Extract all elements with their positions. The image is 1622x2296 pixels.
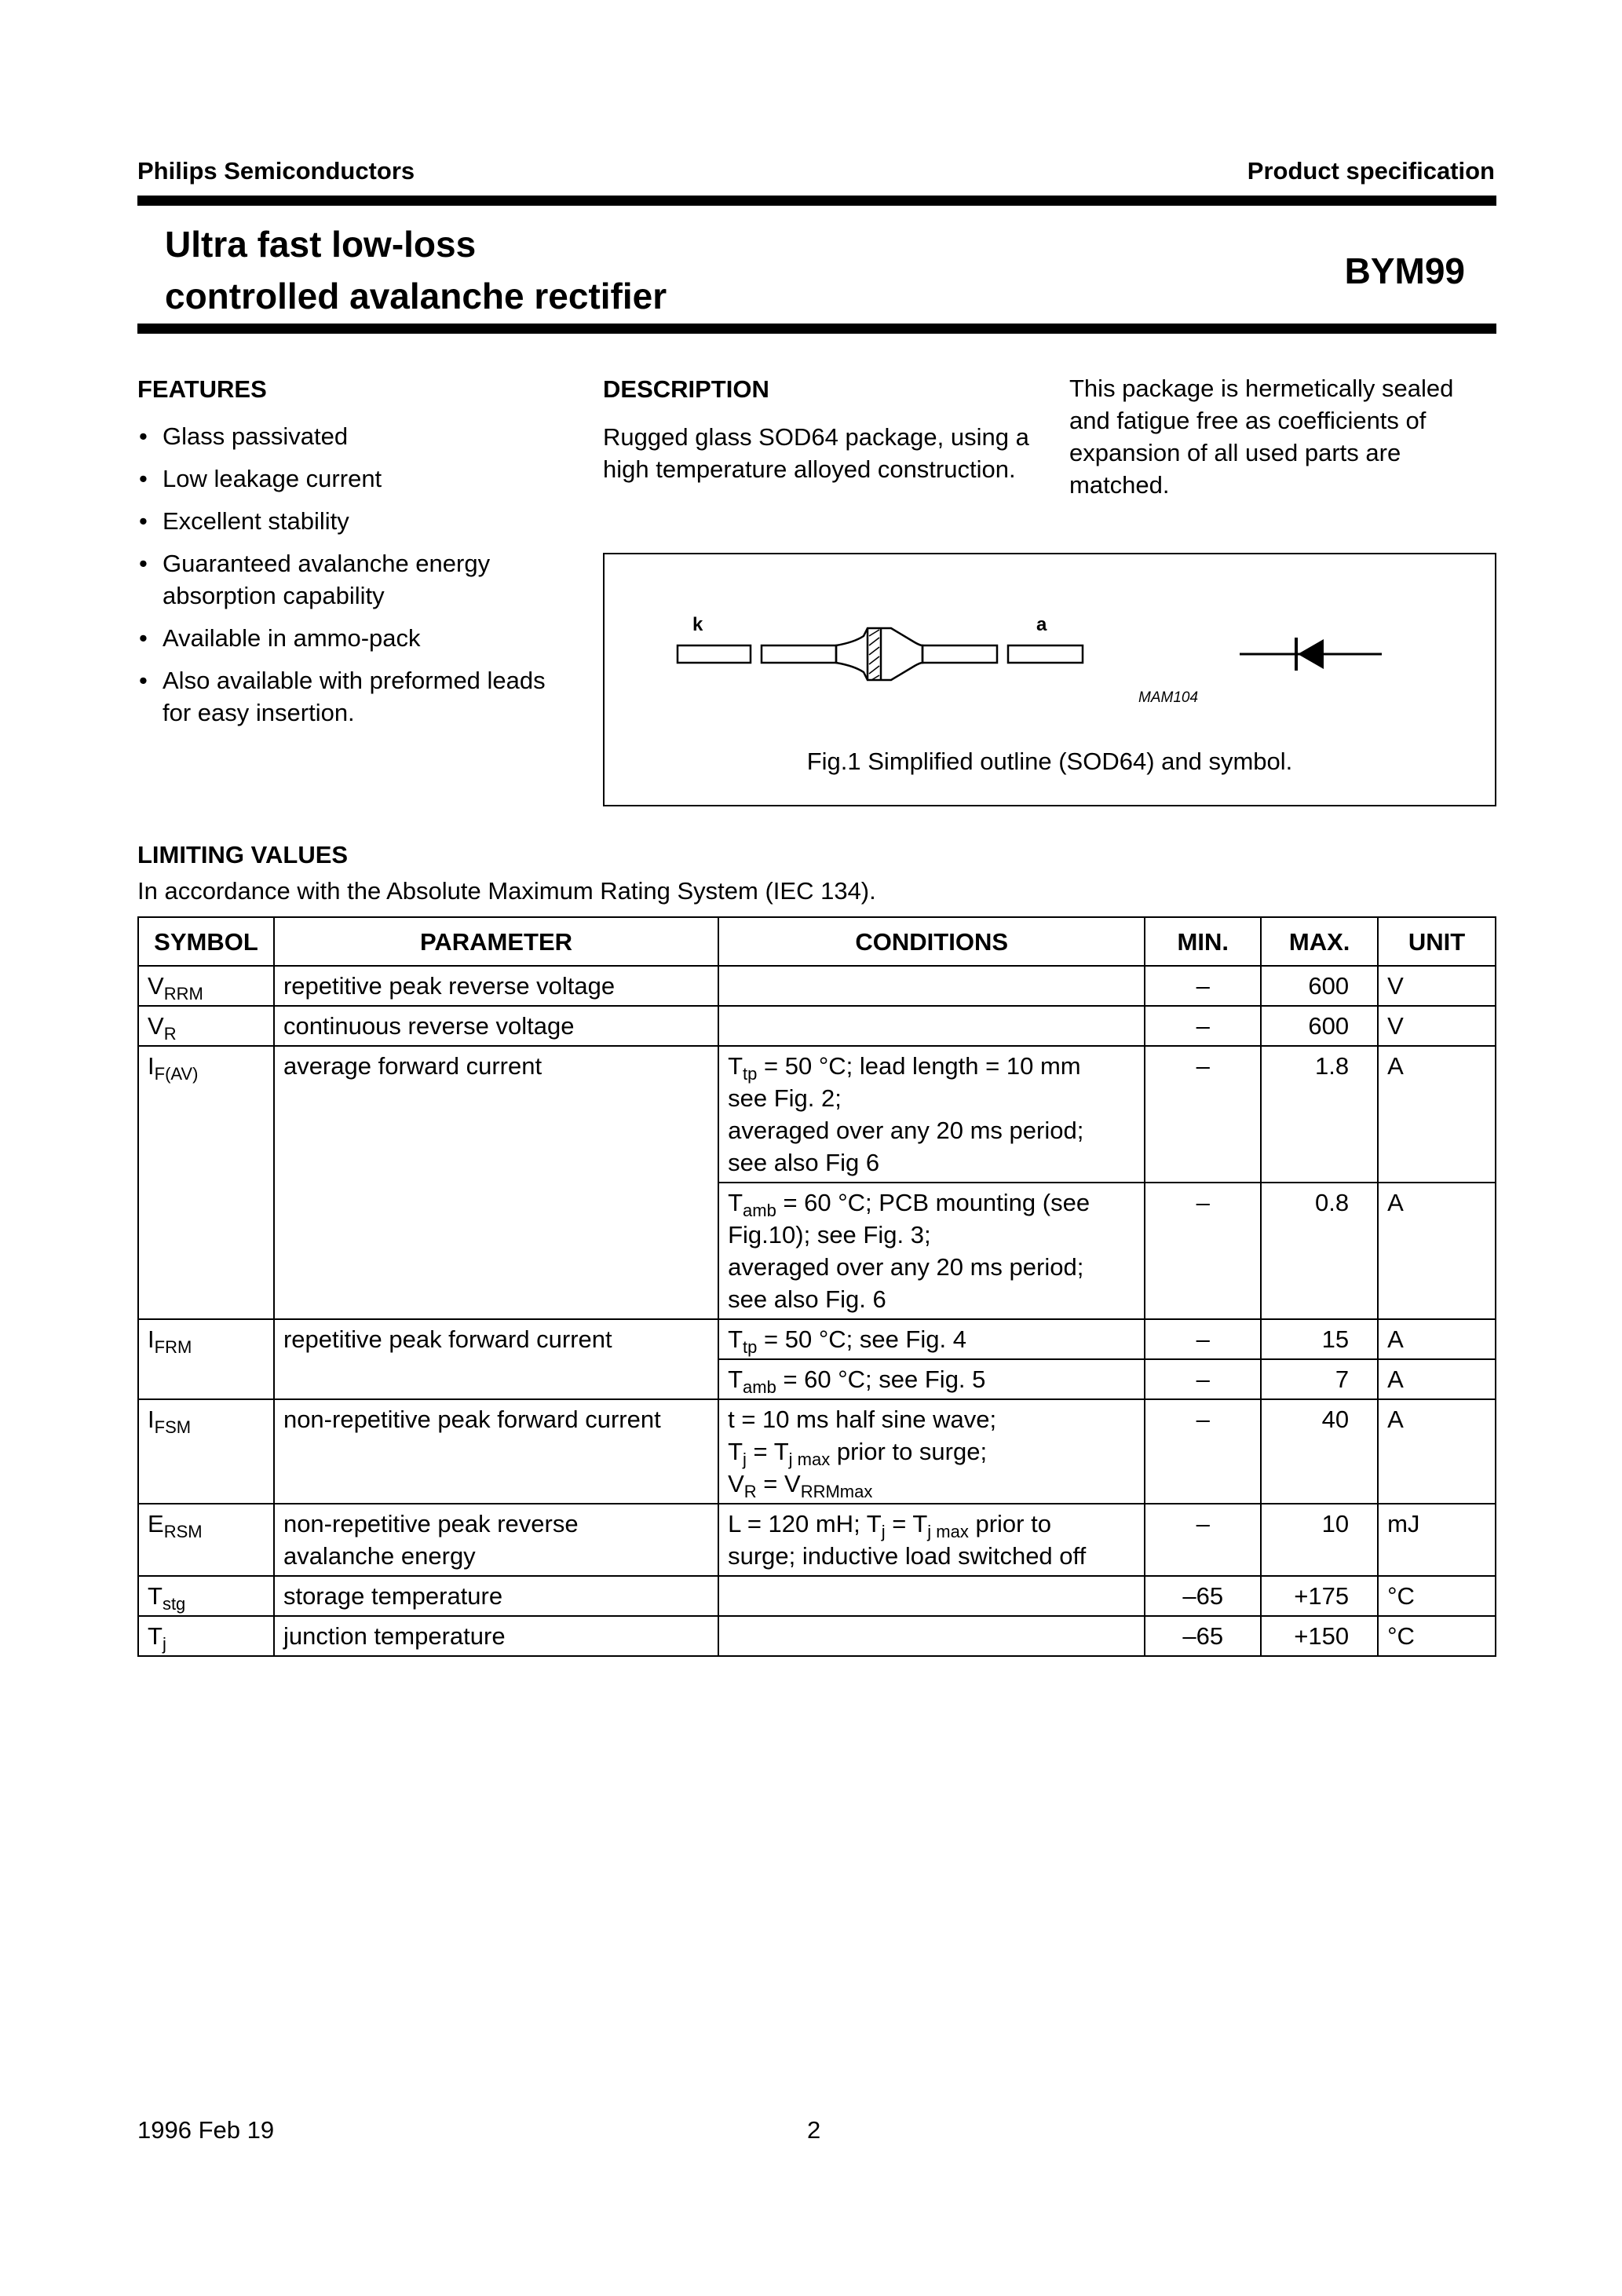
sod64-outline-drawing <box>605 554 1495 743</box>
conditions-cell <box>718 1576 1145 1616</box>
symbol-main: E <box>148 1510 164 1537</box>
cond-subscript: tp <box>743 1337 758 1357</box>
bullet: • <box>139 507 148 535</box>
part-number: BYM99 <box>1344 250 1465 291</box>
conditions-cell <box>718 1399 1145 1504</box>
cond-text: = T <box>885 1510 928 1537</box>
cond-text: prior to <box>968 1510 1051 1537</box>
unit-cell: A <box>1378 1399 1496 1504</box>
min-cell: – <box>1145 1399 1261 1504</box>
feature-text: Available in ammo-pack <box>163 624 421 652</box>
condition-line: see also Fig 6 <box>728 1149 880 1176</box>
unit-cell: A <box>1378 1183 1496 1319</box>
features-heading: FEATURES <box>137 375 267 403</box>
unit-cell: A <box>1378 1319 1496 1359</box>
title-line-1: Ultra fast low-loss <box>165 224 477 265</box>
condition-line: averaged over any 20 ms period; <box>728 1117 1084 1144</box>
feature-item <box>137 622 577 654</box>
cathode-label: k <box>692 614 703 635</box>
condition-line <box>728 1508 1135 1540</box>
symbol-cell <box>138 1399 274 1504</box>
condition-line <box>728 1050 1135 1082</box>
parameter-line: non-repetitive peak reverse <box>283 1510 579 1537</box>
col-header-parameter: PARAMETER <box>274 917 718 966</box>
table-row <box>138 1006 1496 1046</box>
unit-cell: A <box>1378 1359 1496 1399</box>
header-rule-bottom <box>137 324 1496 334</box>
bullet: • <box>139 624 148 652</box>
table-row <box>138 1504 1496 1576</box>
cond-text: = 60 °C; PCB mounting (see <box>776 1189 1090 1216</box>
cond-text: T <box>728 1438 743 1465</box>
unit-cell: °C <box>1378 1616 1496 1656</box>
max-cell: 10 <box>1261 1504 1378 1576</box>
cond-text: T <box>728 1325 743 1353</box>
description-text-2: This package is hermetically sealed and fatigue free as coefficients of expansion of all used parts are matched. <box>1069 375 1454 499</box>
bullet: • <box>139 465 148 492</box>
condition-line: Fig.10); see Fig. 3; <box>728 1221 931 1249</box>
symbol-main: T <box>148 1582 163 1610</box>
parameter-cell: average forward current <box>274 1046 718 1319</box>
symbol-subscript: j <box>162 1634 166 1654</box>
features-list <box>137 420 577 739</box>
table-row <box>138 1576 1496 1616</box>
max-cell: +175 <box>1261 1576 1378 1616</box>
parameter-line: avalanche energy <box>283 1542 476 1570</box>
table-row <box>138 1399 1496 1504</box>
min-cell: –65 <box>1145 1576 1261 1616</box>
anode-label: a <box>1036 614 1047 635</box>
symbol-main: V <box>148 1012 164 1040</box>
conditions-cell <box>718 966 1145 1006</box>
cond-text: T <box>728 1189 743 1216</box>
symbol-cell <box>138 966 274 1006</box>
condition-line: t = 10 ms half sine wave; <box>728 1406 997 1433</box>
footer-date: 1996 Feb 19 <box>137 2116 275 2144</box>
symbol-subscript: FSM <box>154 1417 192 1437</box>
max-cell: 600 <box>1261 966 1378 1006</box>
symbol-main: I <box>148 1052 155 1080</box>
conditions-cell <box>718 1046 1145 1183</box>
cond-text: = 50 °C; see Fig. 4 <box>757 1325 966 1353</box>
min-cell: – <box>1145 966 1261 1006</box>
parameter-cell: junction temperature <box>274 1616 718 1656</box>
feature-item <box>137 420 577 452</box>
min-cell: – <box>1145 1504 1261 1576</box>
table-row <box>138 1616 1496 1656</box>
figure-code: MAM104 <box>1138 689 1199 706</box>
page-number: 2 <box>807 2116 821 2144</box>
unit-cell: A <box>1378 1046 1496 1183</box>
symbol-cell <box>138 1616 274 1656</box>
symbol-subscript: stg <box>162 1594 186 1614</box>
conditions-cell <box>718 1006 1145 1046</box>
table-row <box>138 1319 1496 1359</box>
max-cell: 15 <box>1261 1319 1378 1359</box>
symbol-main: V <box>148 972 164 1000</box>
condition-line: see also Fig. 6 <box>728 1285 886 1313</box>
symbol-cell <box>138 1046 274 1319</box>
cond-text: T <box>728 1366 743 1393</box>
col-header-symbol: SYMBOL <box>138 917 274 966</box>
condition-line: surge; inductive load switched off <box>728 1542 1087 1570</box>
cond-text: prior to surge; <box>830 1438 988 1465</box>
bullet: • <box>139 422 148 450</box>
symbol-subscript: FRM <box>154 1337 192 1357</box>
table-row <box>138 966 1496 1006</box>
cond-subscript: R <box>743 1482 757 1501</box>
figure-outline-box <box>603 553 1496 806</box>
parameter-cell: storage temperature <box>274 1576 718 1616</box>
cond-subscript: j max <box>927 1522 969 1541</box>
min-cell: – <box>1145 1359 1261 1399</box>
max-cell: 600 <box>1261 1006 1378 1046</box>
symbol-main: I <box>148 1325 155 1353</box>
figure-caption: Fig.1 Simplified outline (SOD64) and symbol. <box>806 748 1293 775</box>
symbol-main: T <box>148 1622 163 1650</box>
symbol-main: I <box>148 1406 155 1433</box>
col-header-unit: UNIT <box>1378 917 1496 966</box>
cond-subscript: j max <box>788 1450 831 1469</box>
cond-text: V <box>728 1470 744 1497</box>
max-cell: +150 <box>1261 1616 1378 1656</box>
symbol-cell <box>138 1504 274 1576</box>
header-rule-top <box>137 196 1496 206</box>
unit-cell: mJ <box>1378 1504 1496 1576</box>
cond-text: = 50 °C; lead length = 10 mm <box>757 1052 1081 1080</box>
min-cell: – <box>1145 1319 1261 1359</box>
cond-subscript: tp <box>743 1064 758 1084</box>
company-name: Philips Semiconductors <box>137 157 415 185</box>
feature-text: Guaranteed avalanche energy absorption capability <box>163 550 491 609</box>
symbol-subscript: RRM <box>163 984 203 1004</box>
max-cell: 1.8 <box>1261 1046 1378 1183</box>
min-cell: –65 <box>1145 1616 1261 1656</box>
feature-text: Excellent stability <box>163 507 349 535</box>
symbol-subscript: F(AV) <box>154 1064 199 1084</box>
feature-item <box>137 664 577 729</box>
symbol-cell <box>138 1576 274 1616</box>
table-row <box>138 1046 1496 1183</box>
feature-item <box>137 547 577 612</box>
condition-line <box>728 1435 1135 1468</box>
bullet: • <box>139 667 148 694</box>
conditions-cell <box>718 1183 1145 1319</box>
cond-subscript: j <box>743 1450 747 1469</box>
symbol-subscript: R <box>163 1024 177 1044</box>
max-cell: 0.8 <box>1261 1183 1378 1319</box>
cond-subscript: amb <box>743 1201 776 1220</box>
limiting-values-intro: In accordance with the Absolute Maximum Rating System (IEC 134). <box>137 877 876 905</box>
cond-text: = 60 °C; see Fig. 5 <box>776 1366 986 1393</box>
unit-cell: V <box>1378 1006 1496 1046</box>
feature-item <box>137 505 577 537</box>
parameter-cell: non-repetitive peak forward current <box>274 1399 718 1504</box>
cond-text: T <box>728 1052 743 1080</box>
parameter-cell: repetitive peak forward current <box>274 1319 718 1399</box>
cond-text: = T <box>746 1438 789 1465</box>
symbol-cell <box>138 1319 274 1399</box>
symbol-cell <box>138 1006 274 1046</box>
unit-cell: V <box>1378 966 1496 1006</box>
conditions-cell <box>718 1504 1145 1576</box>
cond-subscript: amb <box>743 1377 776 1397</box>
bullet: • <box>139 550 148 577</box>
cond-subscript: RRMmax <box>800 1482 873 1501</box>
feature-text: Low leakage current <box>163 465 382 492</box>
document-type: Product specification <box>1247 157 1495 185</box>
condition-line: averaged over any 20 ms period; <box>728 1253 1084 1281</box>
max-cell: 7 <box>1261 1359 1378 1399</box>
conditions-cell <box>718 1319 1145 1359</box>
min-cell: – <box>1145 1183 1261 1319</box>
feature-item <box>137 462 577 495</box>
condition-line <box>728 1186 1135 1219</box>
condition-line: see Fig. 2; <box>728 1084 842 1112</box>
document-title <box>165 218 667 322</box>
limiting-values-table <box>137 916 1496 1657</box>
parameter-cell: continuous reverse voltage <box>274 1006 718 1046</box>
condition-line <box>728 1468 1135 1500</box>
min-cell: – <box>1145 1046 1261 1183</box>
cond-text: = V <box>756 1470 801 1497</box>
max-cell: 40 <box>1261 1399 1378 1504</box>
parameter-cell <box>274 1504 718 1576</box>
parameter-cell: repetitive peak reverse voltage <box>274 966 718 1006</box>
description-text-1: Rugged glass SOD64 package, using a high temperature alloyed construction. <box>603 423 1029 483</box>
col-header-max: MAX. <box>1261 917 1378 966</box>
title-line-2: controlled avalanche rectifier <box>165 276 667 316</box>
col-header-conditions: CONDITIONS <box>718 917 1145 966</box>
unit-cell: °C <box>1378 1576 1496 1616</box>
limiting-values-heading: LIMITING VALUES <box>137 841 349 868</box>
description-heading: DESCRIPTION <box>603 375 769 403</box>
feature-text: Glass passivated <box>163 422 349 450</box>
feature-text: Also available with preformed leads for easy insertion. <box>163 667 546 726</box>
conditions-cell <box>718 1616 1145 1656</box>
conditions-cell <box>718 1359 1145 1399</box>
symbol-subscript: RSM <box>163 1522 203 1541</box>
min-cell: – <box>1145 1006 1261 1046</box>
table-header-row <box>138 917 1496 966</box>
col-header-min: MIN. <box>1145 917 1261 966</box>
cond-subscript: j <box>881 1522 886 1541</box>
cond-text: L = 120 mH; T <box>728 1510 882 1537</box>
